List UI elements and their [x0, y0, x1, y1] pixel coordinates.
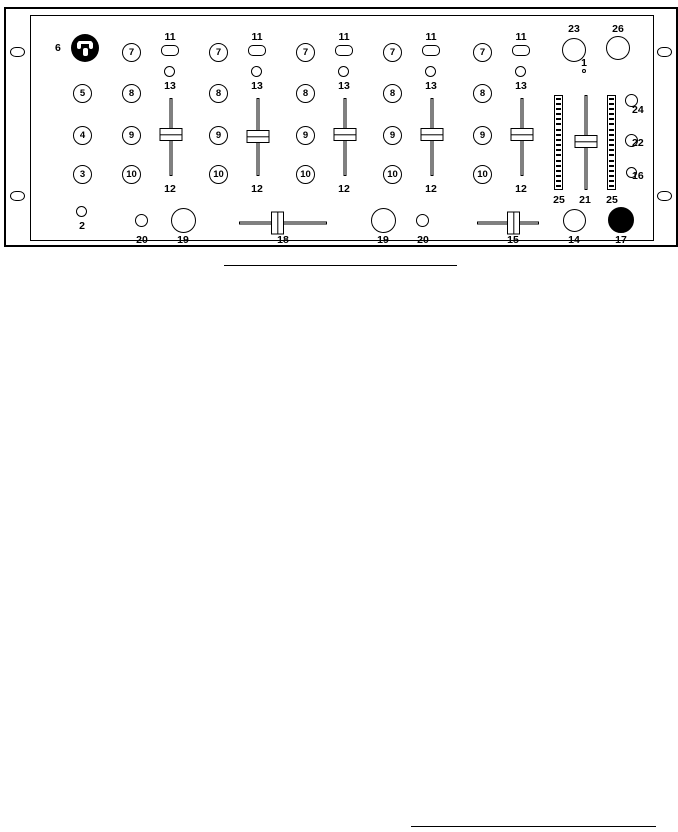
faceplate — [30, 15, 654, 246]
meter-segment — [609, 185, 614, 187]
callout-ch4-cue: 11 — [425, 31, 437, 43]
meter-segment — [609, 103, 614, 105]
xlr-pin-1 — [77, 42, 81, 49]
meter-segment — [609, 160, 614, 162]
ch3-mid-knob[interactable]: 9 — [296, 126, 315, 145]
rack-panel — [4, 7, 678, 247]
ch4-cue-led-icon — [425, 66, 436, 77]
callout-peak-led: 24 — [632, 104, 644, 116]
ch5-mid-knob[interactable]: 9 — [473, 126, 492, 145]
meter-segment — [556, 103, 561, 105]
headphone-jack-icon[interactable] — [608, 207, 634, 233]
bottom-small-knob-right[interactable] — [416, 214, 429, 227]
meter-segment — [556, 165, 561, 167]
meter-segment — [556, 139, 561, 141]
knob-gain[interactable]: 5 — [73, 84, 92, 103]
ch1-fader-cap[interactable] — [159, 128, 182, 141]
callout-phones-knob: 26 — [612, 23, 624, 35]
callout-power-led: 2 — [79, 220, 85, 232]
meter-segment — [609, 113, 614, 115]
meter-segment — [609, 144, 614, 146]
ch1-treble-knob[interactable]: 8 — [122, 84, 141, 103]
power-led-icon — [76, 206, 87, 217]
meter-segment — [556, 98, 561, 100]
meter-segment — [609, 108, 614, 110]
ch2-bass-knob[interactable]: 10 — [209, 165, 228, 184]
ch2-cue-button[interactable] — [248, 45, 266, 56]
meter-segment — [609, 98, 614, 100]
callout-pan-right: 19 — [377, 234, 389, 246]
meter-segment — [556, 144, 561, 146]
meter-segment — [556, 113, 561, 115]
meter-segment — [556, 160, 561, 162]
callout-master-fader: 21 — [579, 194, 591, 206]
ch3-cue-button[interactable] — [335, 45, 353, 56]
knob-low-eq[interactable]: 3 — [73, 165, 92, 184]
ch3-trim-knob[interactable]: 7 — [296, 43, 315, 62]
callout-ch2-fader: 12 — [251, 183, 263, 195]
master-fader-cap[interactable] — [574, 135, 597, 148]
ch5-cue-button[interactable] — [512, 45, 530, 56]
callout-ch3-fader: 12 — [338, 183, 350, 195]
meter-segment — [556, 149, 561, 151]
meter-segment — [556, 154, 561, 156]
meter-segment — [609, 118, 614, 120]
ch1-fader[interactable] — [159, 98, 182, 176]
callout-ch2-cue: 11 — [251, 31, 263, 43]
callout-ch5-fader: 12 — [515, 183, 527, 195]
meter-segment — [609, 134, 614, 136]
ch2-treble-knob[interactable]: 8 — [209, 84, 228, 103]
callout-ch2-led: 13 — [251, 80, 263, 92]
pan-knob-left[interactable] — [171, 208, 196, 233]
ch4-fader-cap[interactable] — [420, 128, 443, 141]
phones-level-knob[interactable] — [606, 36, 630, 60]
ch1-cue-button[interactable] — [161, 45, 179, 56]
ch1-trim-knob[interactable]: 7 — [122, 43, 141, 62]
callout-booth-knob: 23 — [568, 23, 580, 35]
meter-left — [554, 95, 563, 190]
figure-caption-rule — [224, 265, 457, 266]
ch3-fader-cap[interactable] — [333, 128, 356, 141]
ch5-cue-led-icon — [515, 66, 526, 77]
ch5-treble-knob[interactable]: 8 — [473, 84, 492, 103]
meter-segment — [609, 154, 614, 156]
xlr-pin-3 — [83, 48, 88, 56]
ch5-fader-cap[interactable] — [510, 128, 533, 141]
ch2-mid-knob[interactable]: 9 — [209, 126, 228, 145]
callout-small-left: 20 — [136, 234, 148, 246]
ch5-trim-knob[interactable]: 7 — [473, 43, 492, 62]
meter-segment — [609, 123, 614, 125]
callout-ch4-fader: 12 — [425, 183, 437, 195]
ch2-trim-knob[interactable]: 7 — [209, 43, 228, 62]
meter-segment — [609, 165, 614, 167]
pan-knob-right[interactable] — [371, 208, 396, 233]
ch3-cue-led-icon — [338, 66, 349, 77]
meter-segment — [609, 180, 614, 182]
ch3-bass-knob[interactable]: 10 — [296, 165, 315, 184]
crossfader-left-cap[interactable] — [271, 211, 284, 234]
xlr-pin-2 — [89, 42, 93, 49]
master-fader[interactable] — [574, 95, 597, 190]
ch4-trim-knob[interactable]: 7 — [383, 43, 402, 62]
meter-segment — [609, 139, 614, 141]
callout-master-knob: 14 — [568, 234, 580, 246]
callout-ch3-cue: 11 — [338, 31, 350, 43]
meter-segment — [609, 175, 614, 177]
rack-ear-slot-bottom-right — [657, 191, 672, 201]
ch3-fader[interactable] — [333, 98, 356, 176]
callout-ch5-cue: 11 — [515, 31, 527, 43]
ch5-fader[interactable] — [510, 98, 533, 176]
callout-ch1-cue: 11 — [164, 31, 176, 43]
ch5-bass-knob[interactable]: 10 — [473, 165, 492, 184]
callout-pilot-led: 1 — [581, 57, 587, 69]
crossfader-right-cap[interactable] — [507, 211, 520, 234]
meter-segment — [556, 129, 561, 131]
meter-segment — [556, 175, 561, 177]
meter-segment — [556, 118, 561, 120]
meter-segment — [556, 134, 561, 136]
meter-right — [607, 95, 616, 190]
meter-segment — [556, 185, 561, 187]
callout-ch3-led: 13 — [338, 80, 350, 92]
mic-input-jack-icon[interactable] — [71, 34, 99, 62]
crossfader-left[interactable] — [239, 211, 327, 234]
ch1-mid-knob[interactable]: 9 — [122, 126, 141, 145]
callout-headphone-jack: 17 — [615, 234, 627, 246]
ch2-fader-cap[interactable] — [246, 130, 269, 143]
callout-ch5-led: 13 — [515, 80, 527, 92]
ch3-treble-knob[interactable]: 8 — [296, 84, 315, 103]
callout-crossfader-left: 18 — [277, 234, 289, 246]
master-level-knob[interactable] — [563, 209, 586, 232]
callout-meter-right: 25 — [606, 194, 618, 206]
rack-ear-slot-top-right — [657, 47, 672, 57]
meter-segment — [609, 170, 614, 172]
callout-pan-left: 19 — [177, 234, 189, 246]
meter-segment — [609, 129, 614, 131]
rack-ear-slot-bottom-left — [10, 191, 25, 201]
knob-high-eq[interactable]: 4 — [73, 126, 92, 145]
meter-segment — [556, 170, 561, 172]
callout-meter-left: 25 — [553, 194, 565, 206]
callout-low-led: 16 — [632, 170, 644, 182]
crossfader-right[interactable] — [477, 211, 539, 234]
page-footer-rule — [411, 826, 656, 827]
meter-segment — [609, 149, 614, 151]
meter-segment — [556, 123, 561, 125]
meter-segment — [556, 180, 561, 182]
ch4-cue-button[interactable] — [422, 45, 440, 56]
pilot-led-icon — [582, 69, 586, 73]
callout-mic-input: 6 — [55, 42, 61, 54]
ch4-bass-knob[interactable]: 10 — [383, 165, 402, 184]
ch4-treble-knob[interactable]: 8 — [383, 84, 402, 103]
callout-small-right: 20 — [417, 234, 429, 246]
callout-ch4-led: 13 — [425, 80, 437, 92]
ch4-mid-knob[interactable]: 9 — [383, 126, 402, 145]
bottom-small-knob-left[interactable] — [135, 214, 148, 227]
ch2-cue-led-icon — [251, 66, 262, 77]
ch2-fader[interactable] — [246, 98, 269, 176]
meter-segment — [556, 108, 561, 110]
ch4-fader[interactable] — [420, 98, 443, 176]
callout-ch1-led: 13 — [164, 80, 176, 92]
callout-signal-led: 22 — [632, 137, 644, 149]
ch1-bass-knob[interactable]: 10 — [122, 165, 141, 184]
ch1-cue-led-icon — [164, 66, 175, 77]
callout-ch1-fader: 12 — [164, 183, 176, 195]
rack-ear-slot-top-left — [10, 47, 25, 57]
callout-crossfader-right: 15 — [507, 234, 519, 246]
